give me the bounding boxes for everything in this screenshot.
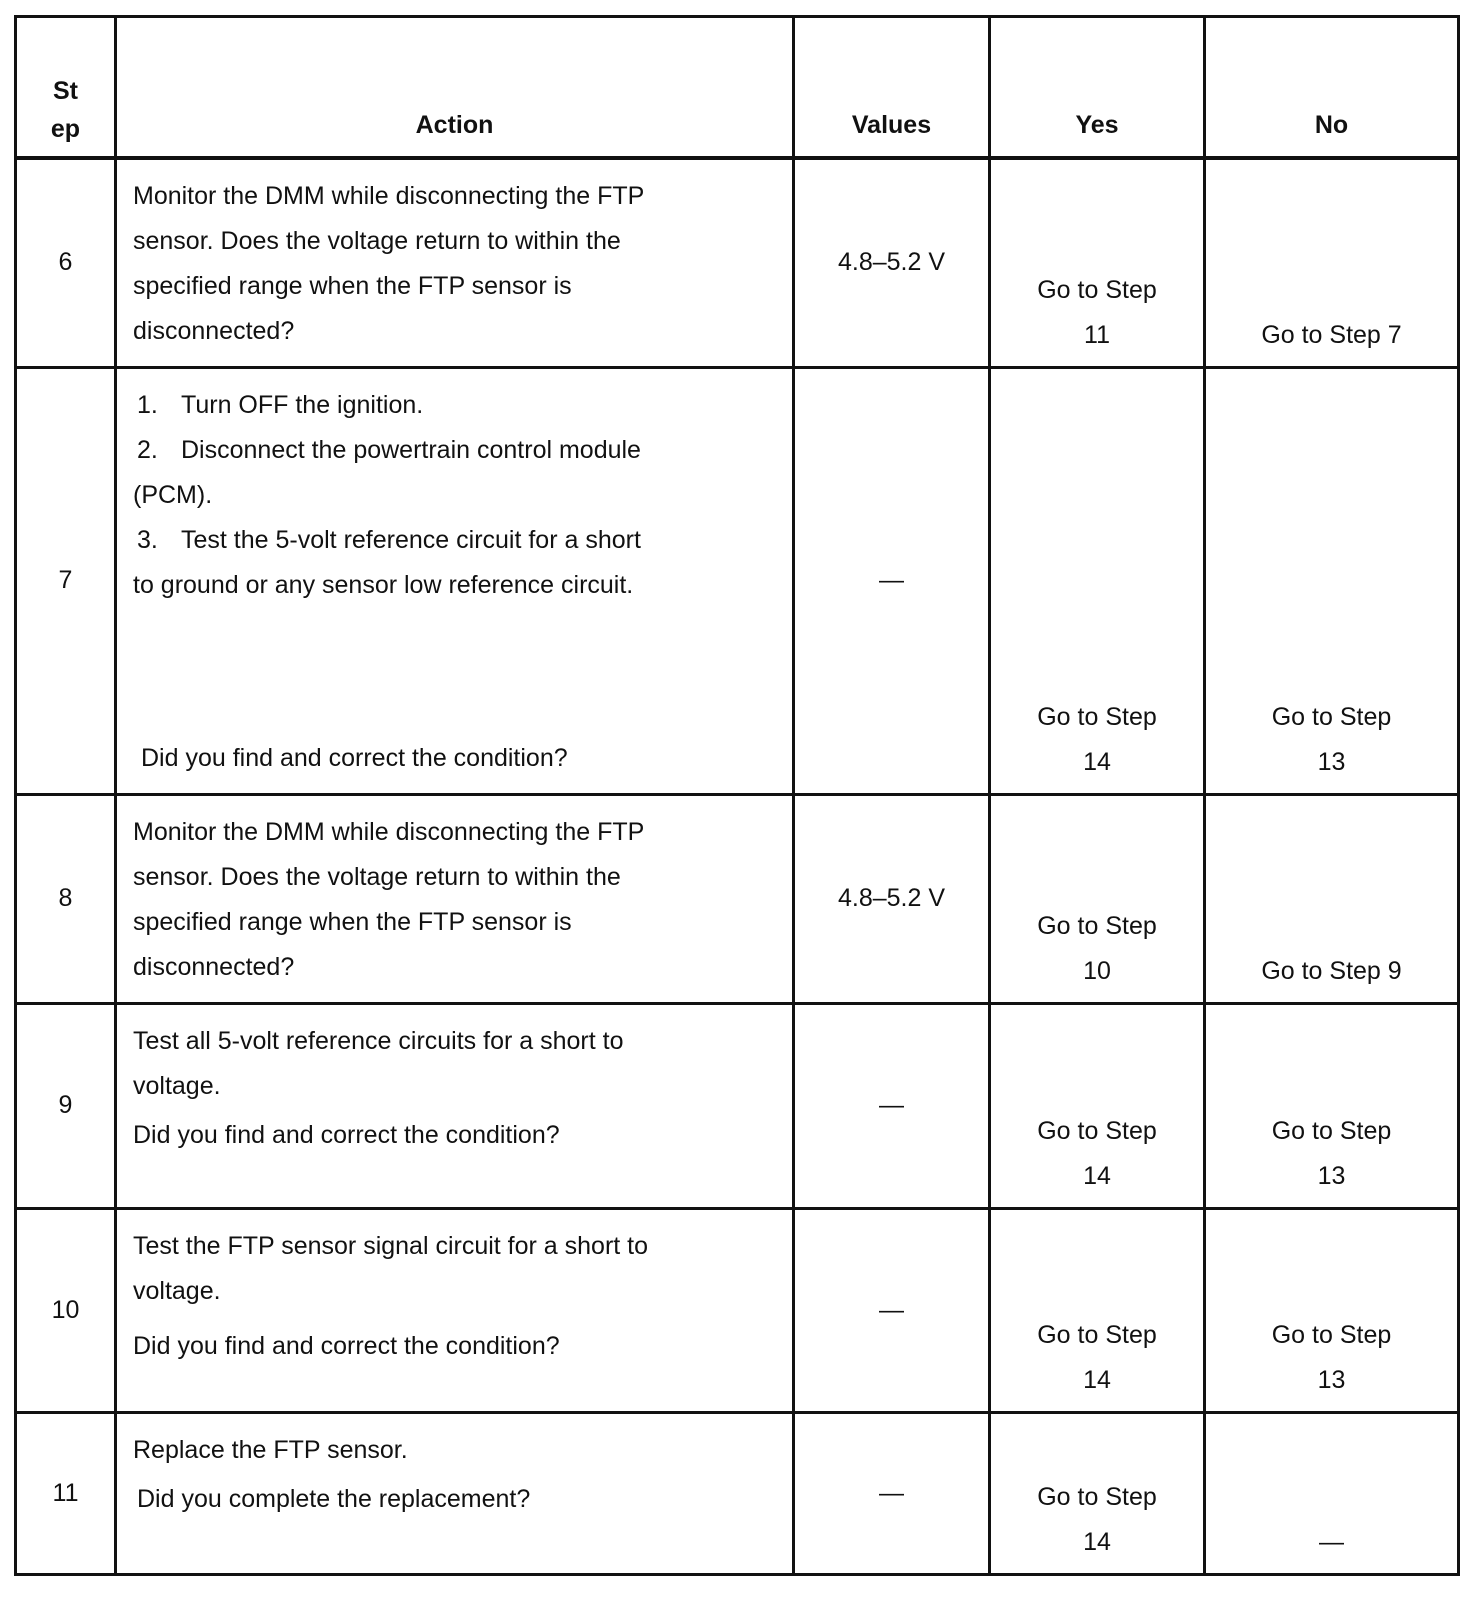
action-line: disconnected? [133, 316, 295, 345]
header-no: No [1205, 17, 1459, 158]
header-values: Values [794, 17, 990, 158]
header-action: Action [116, 17, 794, 158]
action-line: voltage. [133, 1276, 221, 1305]
no-cell: — [1205, 1412, 1459, 1574]
table-row [16, 1003, 1459, 1208]
yes-cell: Go to Step 14 [990, 1003, 1205, 1208]
table-row [16, 367, 1459, 794]
values-cell: 4.8–5.2 V [794, 794, 990, 1003]
action-cell [116, 158, 794, 368]
table-row [16, 1412, 1459, 1574]
header-row [16, 17, 1459, 158]
question: Did you find and correct the condition? [133, 1331, 560, 1360]
action-line: voltage. [133, 1071, 221, 1100]
action-line: Test the FTP sensor signal circuit for a short to [133, 1231, 649, 1260]
action-cell [116, 367, 794, 794]
table-row [16, 158, 1459, 368]
table-row [16, 794, 1459, 1003]
values-cell: — [794, 1003, 990, 1208]
list-item: 3. Test the 5-volt reference circuit for a short [137, 525, 641, 554]
values-cell: — [794, 1412, 990, 1574]
step-number: 6 [16, 158, 116, 368]
yes-cell: Go to Step 14 [990, 367, 1205, 794]
question: Did you find and correct the condition? [141, 743, 568, 772]
action-line: sensor. Does the voltage return to within the [133, 226, 621, 255]
yes-cell: Go to Step 14 [990, 1412, 1205, 1574]
action-line: Replace the FTP sensor. [133, 1435, 408, 1464]
values-cell: — [794, 1208, 990, 1412]
table-row [16, 1208, 1459, 1412]
diagnostic-table [14, 15, 1460, 1576]
values-cell: 4.8–5.2 V [794, 158, 990, 368]
no-cell: Go to Step 13 [1205, 1208, 1459, 1412]
action-cell [116, 794, 794, 1003]
values-cell: — [794, 367, 990, 794]
action-line: specified range when the FTP sensor is [133, 907, 572, 936]
list-item: 2. Disconnect the powertrain control module [137, 435, 641, 464]
yes-cell: Go to Step 14 [990, 1208, 1205, 1412]
no-cell: Go to Step 13 [1205, 367, 1459, 794]
list-item-cont: (PCM). [133, 480, 213, 509]
question: Did you complete the replacement? [137, 1484, 531, 1513]
action-cell [116, 1208, 794, 1412]
list-item: 1. Turn OFF the ignition. [137, 390, 424, 419]
no-cell: Go to Step 9 [1205, 794, 1459, 1003]
no-cell: Go to Step 7 [1205, 158, 1459, 368]
action-line: Monitor the DMM while disconnecting the FTP [133, 181, 645, 210]
yes-cell: Go to Step 11 [990, 158, 1205, 368]
action-line: sensor. Does the voltage return to within the [133, 862, 621, 891]
action-line: specified range when the FTP sensor is [133, 271, 572, 300]
action-line: Test all 5-volt reference circuits for a short to [133, 1026, 624, 1055]
action-cell [116, 1003, 794, 1208]
step-number: 11 [16, 1412, 116, 1574]
step-number: 9 [16, 1003, 116, 1208]
step-number: 8 [16, 794, 116, 1003]
step-number: 7 [16, 367, 116, 794]
action-cell [116, 1412, 794, 1574]
list-item-cont: to ground or any sensor low reference circuit. [133, 570, 634, 599]
yes-cell: Go to Step 10 [990, 794, 1205, 1003]
action-line: disconnected? [133, 952, 295, 981]
header-yes: Yes [990, 17, 1205, 158]
question: Did you find and correct the condition? [133, 1120, 560, 1149]
action-line: Monitor the DMM while disconnecting the FTP [133, 817, 645, 846]
step-number: 10 [16, 1208, 116, 1412]
header-step: St ep [16, 17, 116, 158]
no-cell: Go to Step 13 [1205, 1003, 1459, 1208]
